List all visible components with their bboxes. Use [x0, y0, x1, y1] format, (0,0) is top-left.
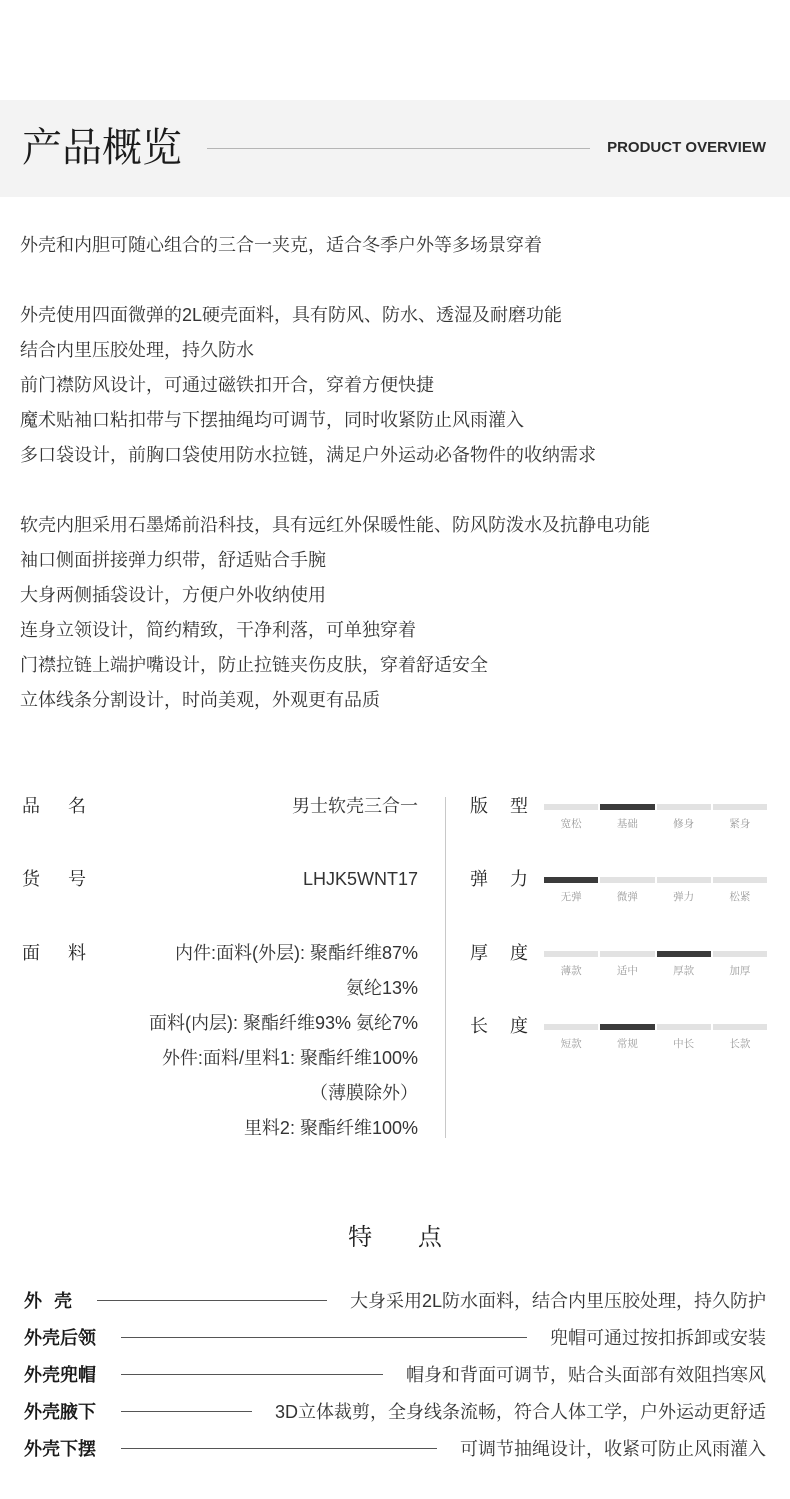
- scale-segment: [600, 804, 654, 810]
- feature-text: 3D立体裁剪，全身线条流畅，符合人体工学，户外运动更舒适: [274, 1402, 766, 1422]
- scale-row-length: [470, 1009, 767, 1050]
- scale-option: 宽松: [560, 817, 582, 830]
- scale-option: 常规: [616, 1038, 638, 1050]
- intro-line: 多口袋设计，前胸口袋使用防水拉链，满足户外运动必备物件的收纳需求: [20, 444, 596, 465]
- feature-label: 外壳后领: [24, 1328, 96, 1348]
- intro-line: 前门襟防风设计，可通过磁铁扣开合，穿着方便快捷: [20, 374, 434, 395]
- feature-row: [24, 1430, 766, 1467]
- spec-value: 外件:面料/里料1: 聚酯纤维100%: [161, 1047, 418, 1068]
- intro-group-summary: [20, 228, 770, 263]
- scale-option: 基础: [616, 817, 638, 830]
- scale-label: 厚 度: [470, 942, 529, 963]
- scale-segment: [600, 951, 654, 957]
- spec-label: 品 名: [22, 795, 87, 816]
- scale-segment: [657, 1024, 711, 1030]
- spec-row-sku: [22, 862, 418, 897]
- intro-line: 大身两侧插袋设计，方便户外收纳使用: [20, 584, 326, 605]
- scale-segment: [713, 951, 767, 957]
- feature-label: 外壳兜帽: [24, 1365, 96, 1385]
- scale-option: 厚款: [673, 964, 695, 977]
- scale-option: 修身: [673, 817, 695, 830]
- scale-option: 薄款: [560, 964, 582, 977]
- scale-indicator: [544, 936, 767, 977]
- scale-segment: [544, 804, 598, 810]
- intro-line: 袖口侧面拼接弹力织带，舒适贴合手腕: [20, 549, 326, 570]
- spec-value: 男士软壳三合一: [292, 795, 418, 816]
- scale-segment: [713, 1024, 767, 1030]
- scale-option: 加厚: [729, 964, 751, 977]
- spec-value: （薄膜除外）: [310, 1082, 418, 1103]
- scale-option: 松紧: [729, 891, 751, 903]
- spec-value: LHJK5WNT17: [302, 869, 418, 889]
- scale-row-thickness: [470, 936, 767, 977]
- scale-segment: [600, 877, 654, 883]
- features-title: 特 点: [348, 1224, 442, 1251]
- scale-indicator: [544, 789, 767, 830]
- feature-label: 外壳下摆: [24, 1439, 96, 1459]
- spec-row-name: [22, 789, 418, 824]
- feature-leader-line: [121, 1411, 252, 1412]
- spec-value: 面料(内层): 聚酯纤维93% 氨纶7%: [148, 1012, 418, 1033]
- scale-segment: [544, 877, 598, 883]
- feature-text: 可调节抽绳设计，收紧可防止风雨灌入: [460, 1439, 766, 1459]
- scale-segment: [600, 1024, 654, 1030]
- scale-options: [544, 965, 767, 977]
- feature-leader-line: [121, 1337, 527, 1338]
- scale-segment: [657, 951, 711, 957]
- feature-leader-line: [121, 1374, 383, 1375]
- scale-options: [544, 1038, 767, 1050]
- feature-leader-line: [97, 1300, 327, 1301]
- spec-values: [112, 936, 418, 1146]
- scale-segment: [713, 877, 767, 883]
- scale-bar: [544, 877, 767, 883]
- scale-option: 短款: [560, 1038, 582, 1050]
- spec-table: [0, 789, 790, 1149]
- spec-values: [112, 789, 418, 824]
- scale-option: 紧身: [729, 817, 751, 830]
- scale-bar: [544, 951, 767, 957]
- spec-scale-column: [470, 789, 767, 1083]
- scale-indicator: [544, 1009, 767, 1050]
- spec-value: 内件:面料(外层): 聚酯纤维87%: [174, 942, 418, 963]
- scale-row-elasticity: [470, 862, 767, 903]
- scale-indicator: [544, 862, 767, 903]
- scale-option: 弹力: [673, 891, 695, 903]
- intro-line: 门襟拉链上端护嘴设计，防止拉链夹伤皮肤，穿着舒适安全: [20, 654, 488, 675]
- feature-text: 帽身和背面可调节，贴合头面部有效阻挡寒风: [406, 1365, 766, 1385]
- intro-group-shell: [20, 298, 770, 473]
- intro-line: 立体线条分割设计，时尚美观，外观更有品质: [20, 689, 380, 710]
- feature-row: [24, 1282, 766, 1319]
- overview-header: [0, 100, 790, 197]
- scale-row-fit: [470, 789, 767, 830]
- spec-values: [112, 862, 418, 897]
- scale-options: [544, 818, 767, 830]
- spec-value: 氨纶13%: [345, 977, 418, 998]
- feature-leader-line: [121, 1448, 437, 1449]
- scale-segment: [544, 1024, 598, 1030]
- spec-column-divider: [445, 797, 446, 1138]
- scale-segment: [713, 804, 767, 810]
- scale-option: 微弹: [616, 891, 638, 903]
- scale-segment: [657, 804, 711, 810]
- intro-group-liner: [20, 508, 770, 718]
- spec-value: 里料2: 聚酯纤维100%: [243, 1117, 418, 1138]
- scale-options: [544, 891, 767, 903]
- intro-text: [20, 228, 770, 718]
- scale-option: 适中: [616, 964, 638, 977]
- feature-text: 大身采用2L防水面料，结合内里压胶处理，持久防护: [349, 1291, 766, 1311]
- scale-option: 长款: [729, 1038, 751, 1050]
- feature-label: 外壳腋下: [24, 1402, 96, 1422]
- scale-option: 中长: [673, 1038, 695, 1050]
- page-title: 产品概览: [22, 126, 182, 170]
- feature-text: 兜帽可通过按扣拆卸或安装: [550, 1328, 766, 1348]
- spec-label: 面 料: [22, 942, 87, 963]
- scale-segment: [657, 877, 711, 883]
- scale-bar: [544, 804, 767, 810]
- intro-line: 外壳和内胆可随心组合的三合一夹克，适合冬季户外等多场景穿着: [20, 234, 542, 255]
- feature-row: [24, 1356, 766, 1393]
- page-subtitle: PRODUCT OVERVIEW: [607, 139, 766, 156]
- title-divider-line: [207, 148, 590, 149]
- feature-row: [24, 1393, 766, 1430]
- intro-line: 软壳内胆采用石墨烯前沿科技，具有远红外保暖性能、防风防泼水及抗静电功能: [20, 514, 650, 535]
- scale-bar: [544, 1024, 767, 1030]
- spec-row-fabric: [22, 936, 418, 1146]
- scale-option: 无弹: [560, 891, 582, 903]
- intro-line: 魔术贴袖口粘扣带与下摆抽绳均可调节，同时收紧防止风雨灌入: [20, 409, 524, 430]
- features-list: [24, 1282, 766, 1467]
- feature-row: [24, 1319, 766, 1356]
- feature-label: 外 壳: [24, 1291, 73, 1311]
- spec-label: 货 号: [22, 869, 87, 889]
- scale-label: 版 型: [470, 795, 529, 816]
- spec-info-column: [22, 789, 418, 1185]
- scale-label: 弹 力: [470, 869, 529, 889]
- scale-label: 长 度: [470, 1016, 529, 1036]
- scale-segment: [544, 951, 598, 957]
- intro-line: 连身立领设计，简约精致，干净利落，可单独穿着: [20, 619, 416, 640]
- intro-line: 结合内里压胶处理，持久防水: [20, 339, 254, 360]
- intro-line: 外壳使用四面微弹的2L硬壳面料，具有防风、防水、透湿及耐磨功能: [20, 304, 563, 325]
